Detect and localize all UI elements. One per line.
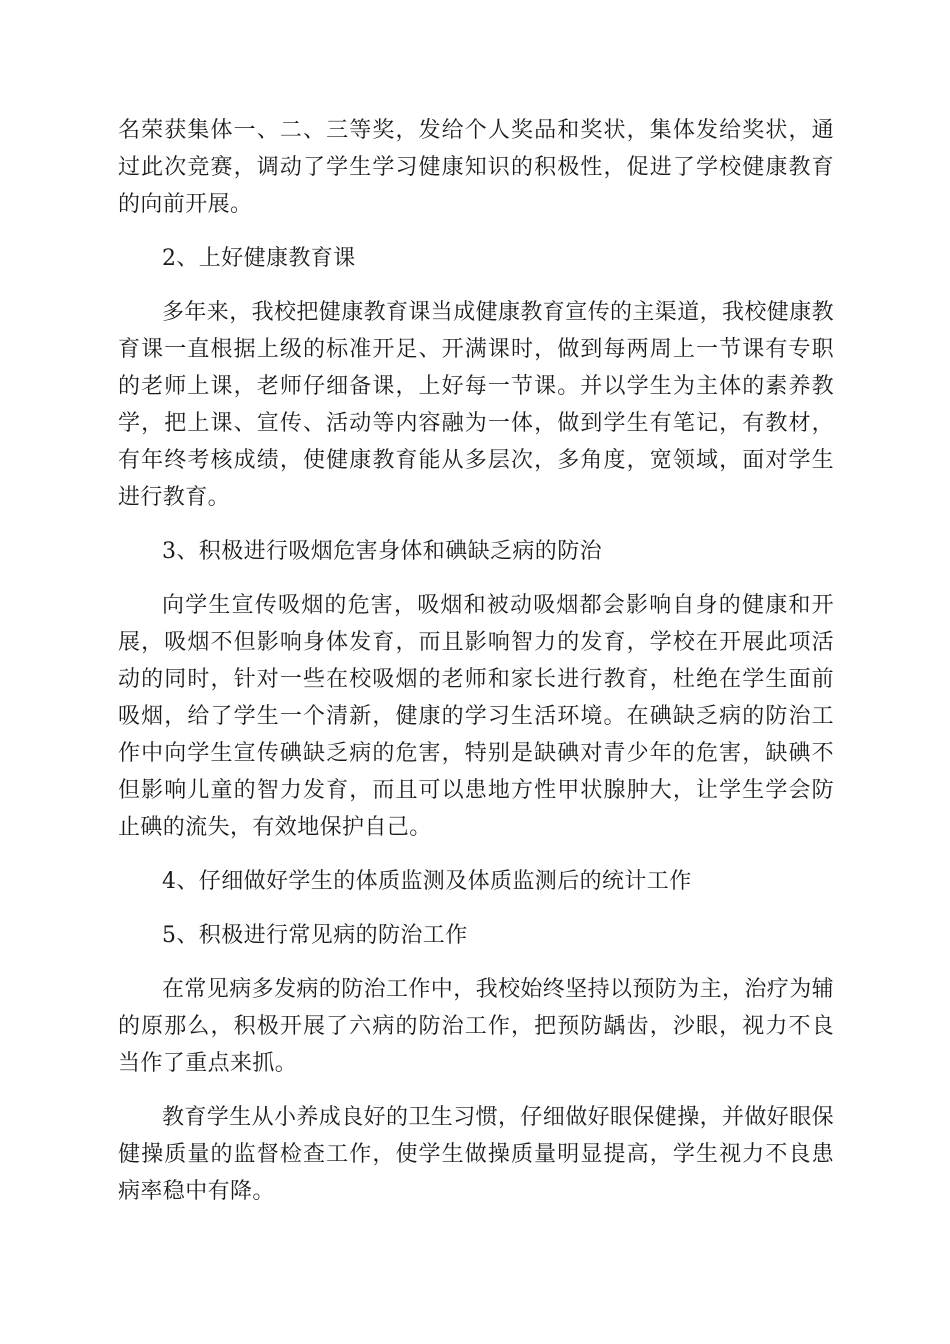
heading-physical-monitoring: 4、仔细做好学生的体质监测及体质监测后的统计工作 [162, 869, 692, 894]
paragraph-competition-results: 名荣获集体一、二、三等奖，发给个人奖品和奖状，集体发给奖状，通过此次竞赛，调动了学生学习健康知识的积极性，促进了学校健康教育的向前开展。 [118, 118, 834, 217]
paragraph-common-disease: 在常见病多发病的防治工作中，我校始终坚持以预防为主，治疗为辅的原那么，积极开展了六病的防治工作，把预防龋齿，沙眼，视力不良当作了重点来抓。 [118, 977, 835, 1076]
heading-smoking-iodine: 3、积极进行吸烟危害身体和碘缺乏病的防治 [162, 539, 602, 564]
paragraph-health-class: 多年来，我校把健康教育课当成健康教育宣传的主渠道，我校健康教育课一直根据上级的标准开足、开满课时，做到每两周上一节课有专职的老师上课，老师仔细备课，上好每一节课。并以学生为主体的素养教学，把上课、宣传、活动等内容融为一体，做到学生有笔记，有教材，有年终考核成绩，使健康教育能从多层次，多角度，宽领域，面对学生进行教育。 [118, 300, 835, 510]
paragraph-eye-exercises: 教育学生从小养成良好的卫生习惯，仔细做好眼保健操，并做好眼保健操质量的监督检查工作，使学生做操质量明显提高，学生视力不良患病率稳中有降。 [118, 1105, 835, 1204]
heading-health-class: 2、上好健康教育课 [162, 246, 356, 271]
heading-common-disease: 5、积极进行常见病的防治工作 [162, 923, 468, 948]
paragraph-smoking-iodine: 向学生宣传吸烟的危害，吸烟和被动吸烟都会影响自身的健康和开展，吸烟不但影响身体发育，而且影响智力的发育，学校在开展此项活动的同时，针对一些在校吸烟的老师和家长进行教育，杜绝在学生面前吸烟，给了学生一个清新，健康的学习生活环境。在碘缺乏病的防治工作中向学生宣传碘缺乏病的危害，特别是缺碘对青少年的危害，缺碘不但影响儿童的智力发育，而且可以患地方性甲状腺肿大，让学生学会防止碘的流失，有效地保护自己。 [118, 593, 834, 840]
document-body [118, 112, 834, 1210]
